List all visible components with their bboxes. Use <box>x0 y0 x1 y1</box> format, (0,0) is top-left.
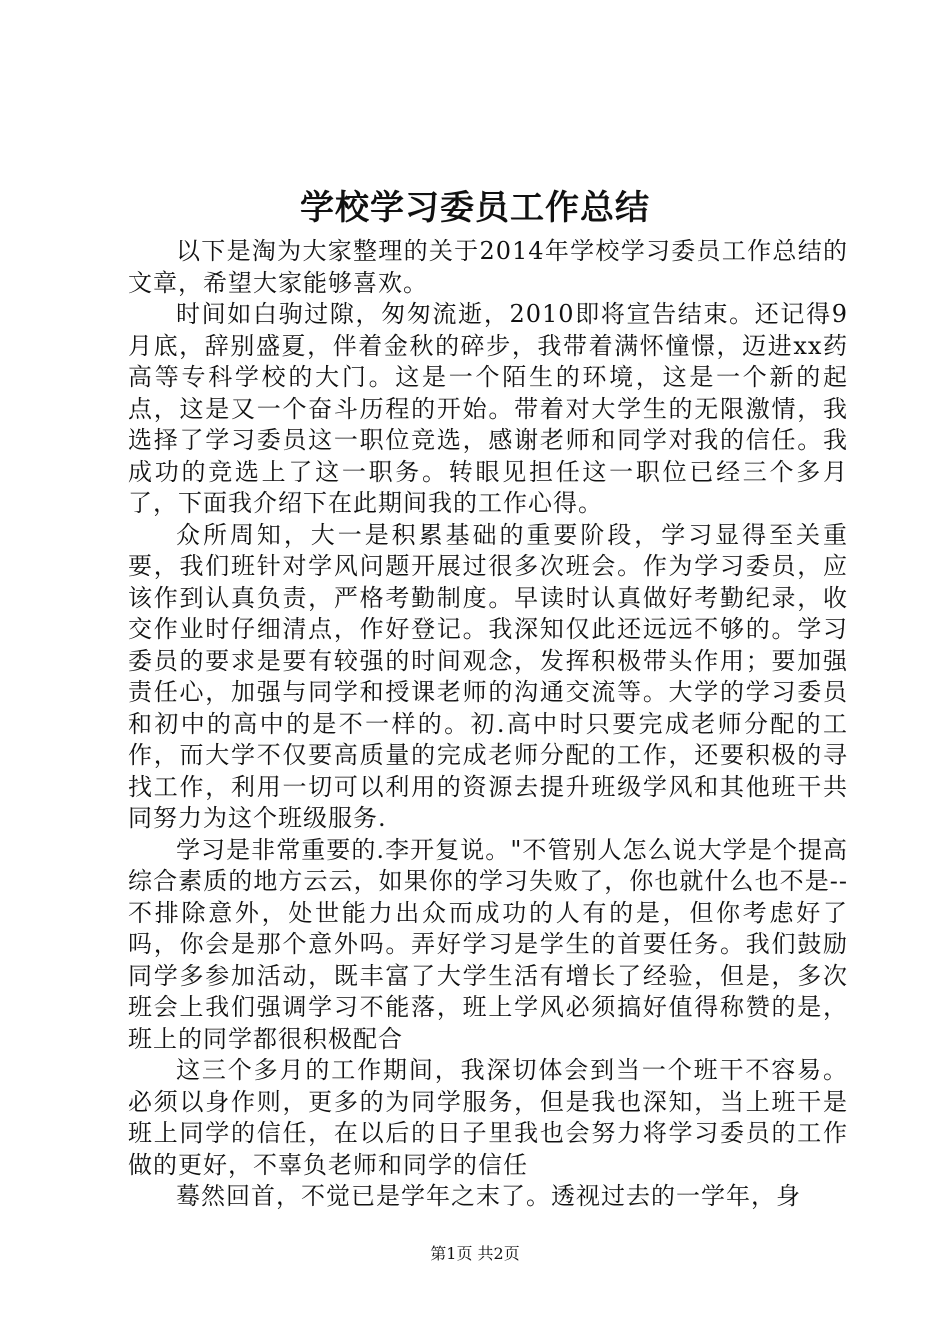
document-body <box>128 236 848 1213</box>
paragraph-2: 时间如白驹过隙，匆匆流逝，2010即将宣告结束。还记得9月底，辞别盛夏，伴着金秋的碎步，我带着满怀憧憬，迈进xx药高等专科学校的大门。这是一个陌生的环境，这是一个新的起点，这是又一个奋斗历程的开始。带着对大学生的无限激情，我选择了学习委员这一职位竞选，感谢老师和同学对我的信任。我成功的竞选上了这一职务。转眼见担任这一职位已经三个多月了，下面我介绍下在此期间我的工作心得。 <box>128 300 848 517</box>
document-title: 学校学习委员工作总结 <box>300 188 650 228</box>
paragraph-5: 这三个多月的工作期间，我深切体会到当一个班干不容易。必须以身作则，更多的为同学服务，但是我也深知，当上班干是班上同学的信任，在以后的日子里我也会努力将学习委员的工作做的更好，不辜负老师和同学的信任 <box>128 1056 848 1179</box>
page-number-footer: 第1页 共2页 <box>430 1244 520 1263</box>
paragraph-4: 学习是非常重要的.李开复说。"不管别人怎么说大学是个提高综合素质的地方云云，如果你的学习失败了，你也就什么也不是--不排除意外，处世能力出众而成功的人有的是，但你考虑好了吗，你会是那个意外吗。弄好学习是学生的首要任务。我们鼓励同学多参加活动，既丰富了大学生活有增长了经验，但是，多次班会上我们强调学习不能落，班上学风必须搞好值得称赞的是，班上的同学都很积极配合 <box>128 835 848 1053</box>
paragraph-intro: 以下是淘为大家整理的关于2014年学校学习委员工作总结的文章，希望大家能够喜欢。 <box>128 237 848 297</box>
paragraph-3: 众所周知，大一是积累基础的重要阶段，学习显得至关重要，我们班针对学风问题开展过很多次班会。作为学习委员，应该作到认真负责，严格考勤制度。早读时认真做好考勤纪录，收交作业时仔细清点，作好登记。我深知仅此还远远不够的。学习委员的要求是要有较强的时间观念，发挥积极带头作用；要加强责任心，加强与同学和授课老师的沟通交流等。大学的学习委员和初中的高中的是不一样的。初.高中时只要完成老师分配的工作，而大学不仅要高质量的完成老师分配的工作，还要积极的寻找工作，利用一切可以利用的资源去提升班级学风和其他班干共同努力为这个班级服务. <box>128 520 848 832</box>
paragraph-6: 蓦然回首，不觉已是学年之末了。透视过去的一学年，身 <box>176 1182 801 1210</box>
